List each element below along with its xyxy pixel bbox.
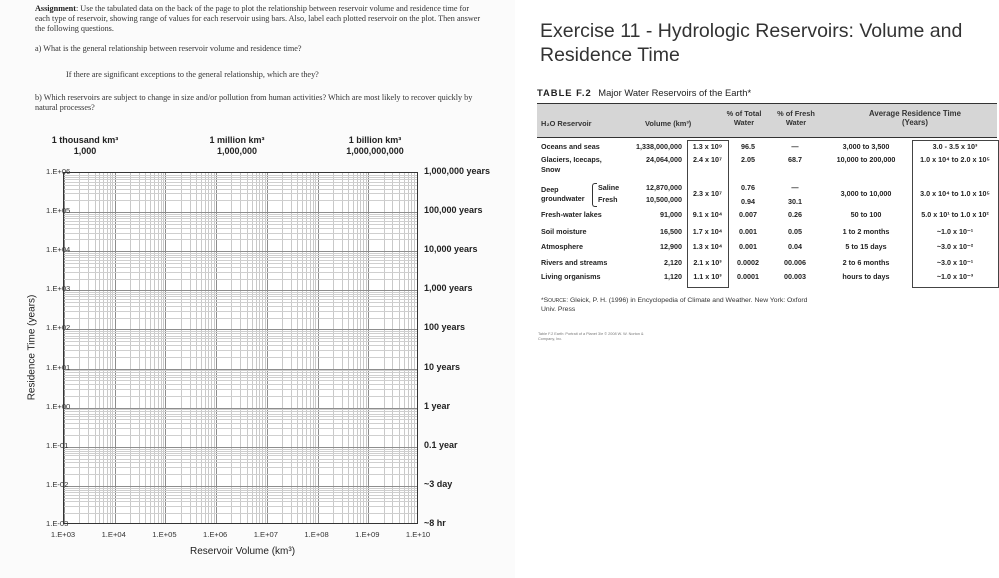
grid-line-horizontal <box>64 302 417 303</box>
x-tick-label: 1.E+09 <box>355 530 380 539</box>
cell-volume: 1,338,000,000 <box>636 142 682 151</box>
cell-pct-total: 0.76 <box>741 183 755 192</box>
grid-line-vertical <box>110 173 111 523</box>
grid-line-vertical <box>99 173 100 523</box>
cell-sci: 1.3 x 10⁴ <box>692 242 723 251</box>
grid-line-horizontal <box>64 486 417 487</box>
grid-line-horizontal <box>64 506 417 507</box>
grid-line-horizontal <box>64 260 417 261</box>
grid-line-vertical <box>79 173 80 523</box>
header-pct-fresh: % of Fresh Water <box>777 109 815 127</box>
top-label-million-value: 1,000,000 <box>216 146 258 156</box>
grid-line-horizontal <box>64 449 417 450</box>
grid-line-vertical <box>363 173 364 523</box>
cell-years: 3.0 x 10⁴ to 1.0 x 10⁵ <box>920 189 990 198</box>
grid-line-horizontal <box>64 292 417 293</box>
assignment-heading: Assignment <box>35 4 76 13</box>
grid-line-horizontal <box>64 447 417 448</box>
cell-pct-fresh: 0.26 <box>788 210 802 219</box>
grid-line-horizontal <box>64 462 417 463</box>
grid-line-vertical <box>282 173 283 523</box>
grid-line-vertical <box>115 173 116 523</box>
grid-line-vertical <box>208 173 209 523</box>
grid-line-horizontal <box>64 290 417 291</box>
grid-line-vertical <box>139 173 140 523</box>
grid-line-vertical <box>357 173 358 523</box>
cell-pct-fresh: 68.7 <box>788 155 802 164</box>
grid-line-horizontal <box>64 336 417 337</box>
grid-line-vertical <box>315 173 316 523</box>
x-tick-label: 1.E+10 <box>405 530 431 539</box>
grid-line-vertical <box>211 173 212 523</box>
grid-line-horizontal <box>64 411 417 412</box>
grid-line-horizontal <box>64 495 417 496</box>
grid-line-horizontal <box>64 329 417 330</box>
cell-years: 5.0 x 10¹ to 1.0 x 10² <box>921 210 989 219</box>
grid-line-vertical <box>368 173 369 523</box>
grid-line-horizontal <box>64 488 417 489</box>
cell-pct-fresh: 0.05 <box>788 227 802 236</box>
cell-years: ~1.0 x 10⁻¹ <box>936 227 974 236</box>
grid-line-vertical <box>259 173 260 523</box>
grid-line-vertical <box>267 173 268 523</box>
grid-line-horizontal <box>64 341 417 342</box>
cell-name: Living organisms <box>541 272 601 281</box>
grid-line-vertical <box>161 173 162 523</box>
header-reservoir: H₂O Reservoir <box>541 119 592 128</box>
grid-line-vertical <box>306 173 307 523</box>
grid-line-vertical <box>348 173 349 523</box>
y-tick-label: 1.E+00 <box>46 401 71 411</box>
grid-line-vertical <box>216 173 217 523</box>
grid-line-vertical <box>399 173 400 523</box>
cell-name-line2: groundwater <box>541 194 585 203</box>
grid-line-horizontal <box>64 200 417 201</box>
grid-line-horizontal <box>64 423 417 424</box>
cell-years: 1.0 x 10⁴ to 2.0 x 10⁵ <box>920 155 990 164</box>
cell-years: ~3.0 x 10⁻¹ <box>936 258 974 267</box>
cell-years: ~1.0 x 10⁻³ <box>936 272 974 281</box>
grid-line-horizontal <box>64 239 417 240</box>
grid-line-horizontal <box>64 345 417 346</box>
grid-line-horizontal <box>64 233 417 234</box>
grid-line-vertical <box>158 173 159 523</box>
grid-line-horizontal <box>64 396 417 397</box>
right-time-label: 100 years <box>424 322 466 333</box>
right-time-label: 10 years <box>424 361 461 372</box>
right-time-label: 100,000 years <box>424 205 483 216</box>
grid-line-vertical <box>145 173 146 523</box>
top-label-thousand <box>40 135 130 157</box>
grid-line-vertical <box>318 173 319 523</box>
grid-line-horizontal <box>64 216 417 217</box>
top-label-billion <box>330 135 420 157</box>
grid-line-horizontal <box>64 467 417 468</box>
grid-line-vertical <box>366 173 367 523</box>
grid-line-horizontal <box>64 384 417 385</box>
cell-volume: 2,120 <box>664 258 682 267</box>
grid-line-horizontal <box>64 212 417 213</box>
grid-line-horizontal <box>64 218 417 219</box>
cell-sci: 1.1 x 10³ <box>693 272 722 281</box>
grid-line-vertical <box>333 173 334 523</box>
cell-volume: 91,000 <box>660 210 682 219</box>
cell-years: 3.0 - 3.5 x 10³ <box>932 142 978 151</box>
y-tick-label: 1.E+02 <box>46 323 71 333</box>
top-label-million <box>192 135 282 157</box>
grid-line-vertical <box>256 173 257 523</box>
grid-line-horizontal <box>64 179 417 180</box>
right-time-label: 1 year <box>424 400 451 411</box>
grid-line-horizontal <box>64 185 417 186</box>
grid-line-horizontal <box>64 338 417 339</box>
table-header-rule <box>537 137 997 138</box>
cell-sci: 9.1 x 10⁴ <box>692 210 723 219</box>
cell-sci: 1.3 x 10⁹ <box>692 142 723 151</box>
top-label-thousand-value: 1,000 <box>73 146 97 156</box>
grid-line-horizontal <box>64 416 417 417</box>
cell-volume: 24,064,000 <box>646 155 682 164</box>
grid-line-horizontal <box>64 224 417 225</box>
cell-name: Fresh-water lakes <box>541 210 602 219</box>
grid-line-horizontal <box>64 380 417 381</box>
cell-pct-fresh-fresh: 30.1 <box>788 197 802 206</box>
header-pct-total: % of Total Water <box>726 109 762 127</box>
right-time-label: 10,000 years <box>424 244 478 255</box>
exercise-title: Exercise 11 - Hydrologic Reservoirs: Volume and Residence Time <box>540 20 963 66</box>
right-time-label: ~3 day <box>424 478 453 489</box>
groundwater-bracket <box>592 183 597 207</box>
grid-line-horizontal <box>64 370 417 371</box>
grid-line-vertical <box>196 173 197 523</box>
grid-line-horizontal <box>64 435 417 436</box>
grid-line-horizontal <box>64 255 417 256</box>
cell-name: Deep <box>541 185 559 194</box>
cell-residence: 1 to 2 months <box>842 227 890 236</box>
grid-line-horizontal <box>64 414 417 415</box>
x-axis-title: Reservoir Volume (km³) <box>190 546 296 557</box>
x-tick-label: 1.E+07 <box>253 530 278 539</box>
table-title: Major Water Reservoirs of the Earth* <box>598 87 752 98</box>
grid-line-horizontal <box>64 214 417 215</box>
assignment-text: Use the tabulated data on the back of the page to plot the relationship between reservoir volume and residence time for each type of reservoir, showing range of values for each reservoir using bars. Also, label each plotted reservoir on the plot. Then answer the following questions. <box>35 4 481 33</box>
grid-line-horizontal <box>64 350 417 351</box>
grid-line-horizontal <box>64 501 417 502</box>
cell-residence: hours to days <box>842 272 890 281</box>
grid-line-horizontal <box>64 498 417 499</box>
cell-pct-fresh: — <box>791 183 799 192</box>
grid-line-horizontal <box>64 251 417 252</box>
grid-line-horizontal <box>64 182 417 183</box>
cell-pct-fresh: — <box>791 142 799 151</box>
x-tick-label: 1.E+06 <box>203 530 228 539</box>
assignment-instructions: Assignment: Use the tabulated data on the back of the page to plot the relationship between reservoir volume and residence time for each type of reservoir, showing range of values for each reservoir using bars. Also, label each plotted reservoir on the plot. Then answer the following questions. <box>35 4 481 33</box>
grid-line-vertical <box>205 173 206 523</box>
y-tick-label: 1.E+05 <box>46 206 71 216</box>
grid-line-horizontal <box>64 294 417 295</box>
top-label-billion-value: 1,000,000,000 <box>346 146 404 156</box>
cell-volume: 16,500 <box>660 227 682 236</box>
cell-pct-total: 96.5 <box>741 142 755 151</box>
right-time-label: 1,000 years <box>424 283 473 294</box>
y-axis-title: Residence Time (years) <box>26 294 38 401</box>
cell-pct-total: 0.0001 <box>737 272 759 281</box>
cell-residence: 50 to 100 <box>850 210 882 219</box>
grid-line-horizontal <box>64 357 417 358</box>
cell-pct-total: 0.007 <box>739 210 757 219</box>
grid-line-horizontal <box>64 333 417 334</box>
question-b: b) Which reservoirs are subject to change in size and/or pollution from human activities? Which are most likely to recover quickly by natural processes? <box>35 93 473 112</box>
grid-line-vertical <box>64 173 65 523</box>
grid-line-vertical <box>313 173 314 523</box>
grid-line-vertical <box>404 173 405 523</box>
grid-line-vertical <box>181 173 182 523</box>
question-a-followup: If there are significant exceptions to the general relationship, which are they? <box>66 70 319 79</box>
grid-line-horizontal <box>64 257 417 258</box>
fine-print: Table F.2 Earth: Portrait of a Planet 3/e © 2008 W. W. Norton & Company, Inc. <box>538 332 644 341</box>
grid-line-horizontal <box>64 253 417 254</box>
top-label-million-unit: 1 million km³ <box>209 135 265 145</box>
cell-name: Rivers and streams <box>541 258 608 267</box>
grid-line-horizontal <box>64 175 417 176</box>
grid-line-vertical <box>247 173 248 523</box>
grid-line-horizontal <box>64 306 417 307</box>
grid-line-horizontal <box>64 408 417 409</box>
grid-line-vertical <box>103 173 104 523</box>
grid-line-horizontal <box>64 263 417 264</box>
grid-line-vertical <box>310 173 311 523</box>
cell-subtype-fresh: Fresh <box>598 195 618 204</box>
grid-line-vertical <box>291 173 292 523</box>
right-time-label: 0.1 year <box>424 439 458 450</box>
grid-line-vertical <box>252 173 253 523</box>
grid-line-horizontal <box>64 377 417 378</box>
grid-line-horizontal <box>64 474 417 475</box>
grid-line-horizontal <box>64 318 417 319</box>
x-tick-label: 1.E+05 <box>152 530 177 539</box>
grid-line-vertical <box>353 173 354 523</box>
table-source <box>541 296 821 314</box>
grid-line-vertical <box>112 173 113 523</box>
cell-pct-total-fresh: 0.94 <box>741 197 755 206</box>
cell-volume: 12,870,000 <box>646 183 682 192</box>
grid-line-vertical <box>417 173 418 523</box>
grid-line-vertical <box>201 173 202 523</box>
grid-line-vertical <box>231 173 232 523</box>
grid-line-vertical <box>414 173 415 523</box>
grid-line-vertical <box>190 173 191 523</box>
y-tick-label: 1.E+06 <box>46 167 71 176</box>
question-a: a) What is the general relationship between reservoir volume and residence time? <box>35 44 302 53</box>
cell-pct-total: 0.001 <box>739 242 757 251</box>
grid-line-horizontal <box>64 221 417 222</box>
x-tick-label: 1.E+03 <box>50 530 76 539</box>
grid-line-vertical <box>240 173 241 523</box>
grid-line-horizontal <box>64 311 417 312</box>
grid-line-horizontal <box>64 369 417 370</box>
grid-line-horizontal <box>64 428 417 429</box>
cell-volume: 1,120 <box>664 272 682 281</box>
grid-line-horizontal <box>64 490 417 491</box>
grid-line-vertical <box>342 173 343 523</box>
x-tick-label: 1.E+04 <box>101 530 126 539</box>
table-caption <box>537 87 751 98</box>
cell-volume: 12,900 <box>660 242 682 251</box>
grid-line-horizontal <box>64 453 417 454</box>
grid-line-horizontal <box>64 228 417 229</box>
cell-residence: 5 to 15 days <box>845 242 887 251</box>
grid-line-vertical <box>408 173 409 523</box>
log-grid[interactable] <box>63 172 418 524</box>
grid-line-vertical <box>214 173 215 523</box>
grid-line-horizontal <box>64 193 417 194</box>
source-label: *Source: <box>541 297 569 304</box>
grid-line-horizontal <box>64 451 417 452</box>
top-label-thousand-unit: 1 thousand km³ <box>51 135 119 145</box>
grid-line-horizontal <box>64 267 417 268</box>
cell-name-line2: Snow <box>541 165 561 174</box>
cell-name: Glaciers, Icecaps, <box>541 155 602 164</box>
grid-line-horizontal <box>64 177 417 178</box>
header-residence: Average Residence Time (Years) <box>869 109 961 127</box>
source-text: Gleick, P. H. (1996) in Encyclopedia of Climate and Weather. New York: Oxford Univ. Press <box>541 297 808 313</box>
grid-line-vertical <box>95 173 96 523</box>
grid-line-horizontal <box>64 389 417 390</box>
cell-pct-fresh: 00.003 <box>784 272 806 281</box>
grid-line-horizontal <box>64 331 417 332</box>
y-tick-label: 1.E+01 <box>46 362 71 372</box>
grid-line-vertical <box>297 173 298 523</box>
cell-sci: 2.3 x 10⁷ <box>693 189 722 198</box>
cell-pct-total: 2.05 <box>741 155 755 164</box>
cell-pct-fresh: 00.006 <box>784 258 806 267</box>
grid-line-vertical <box>150 173 151 523</box>
y-tick-label: 1.E-01 <box>46 440 69 450</box>
grid-line-vertical <box>302 173 303 523</box>
right-time-label: 1,000,000 years <box>424 166 491 176</box>
y-tick-label: 1.E-03 <box>46 519 69 528</box>
cell-years: ~3.0 x 10⁻² <box>936 242 974 251</box>
cell-residence: 10,000 to 200,000 <box>836 155 896 164</box>
grid-line-horizontal <box>64 299 417 300</box>
grid-line-horizontal <box>64 375 417 376</box>
grid-line-vertical <box>262 173 263 523</box>
grid-line-vertical <box>163 173 164 523</box>
cell-sci: 2.4 x 10⁷ <box>693 155 722 164</box>
grid-line-horizontal <box>64 455 417 456</box>
cell-sci: 2.1 x 10³ <box>693 258 722 267</box>
cell-residence: 2 to 6 months <box>842 258 890 267</box>
cell-name: Atmosphere <box>541 242 583 251</box>
table-label: TABLE F.2 <box>537 87 592 98</box>
grid-line-vertical <box>384 173 385 523</box>
right-time-label: ~8 hr <box>424 518 446 528</box>
grid-line-vertical <box>411 173 412 523</box>
cell-name: Oceans and seas <box>541 142 600 151</box>
grid-line-horizontal <box>64 409 417 410</box>
x-tick-label: 1.E+08 <box>304 530 329 539</box>
grid-line-vertical <box>360 173 361 523</box>
cell-subtype-saline: Saline <box>598 183 620 192</box>
cell-pct-fresh: 0.04 <box>788 242 802 251</box>
y-tick-label: 1.E+03 <box>46 284 71 294</box>
y-tick-label: 1.E+04 <box>46 245 71 255</box>
grid-line-vertical <box>392 173 393 523</box>
grid-line-horizontal <box>64 272 417 273</box>
cell-volume-fresh: 10,500,000 <box>646 195 682 204</box>
grid-line-vertical <box>165 173 166 523</box>
grid-line-vertical <box>154 173 155 523</box>
grid-line-vertical <box>265 173 266 523</box>
cell-name: Soil moisture <box>541 227 587 236</box>
grid-line-horizontal <box>64 189 417 190</box>
grid-line-horizontal <box>64 492 417 493</box>
grid-line-horizontal <box>64 513 417 514</box>
grid-line-vertical <box>107 173 108 523</box>
grid-line-horizontal <box>64 459 417 460</box>
grid-line-horizontal <box>64 419 417 420</box>
cell-residence: 3,000 to 10,000 <box>840 189 892 198</box>
grid-line-vertical <box>88 173 89 523</box>
cell-sci: 1.7 x 10⁴ <box>692 227 723 236</box>
cell-pct-total: 0.001 <box>739 227 757 236</box>
top-label-billion-unit: 1 billion km³ <box>348 135 402 145</box>
grid-line-horizontal <box>64 296 417 297</box>
grid-line-horizontal <box>64 279 417 280</box>
grid-line-vertical <box>130 173 131 523</box>
cell-residence: 3,000 to 3,500 <box>842 142 890 151</box>
cell-pct-total: 0.0002 <box>737 258 759 267</box>
y-tick-label: 1.E-02 <box>46 479 69 489</box>
header-volume: Volume (km³) <box>645 119 692 128</box>
grid-line-horizontal <box>64 372 417 373</box>
